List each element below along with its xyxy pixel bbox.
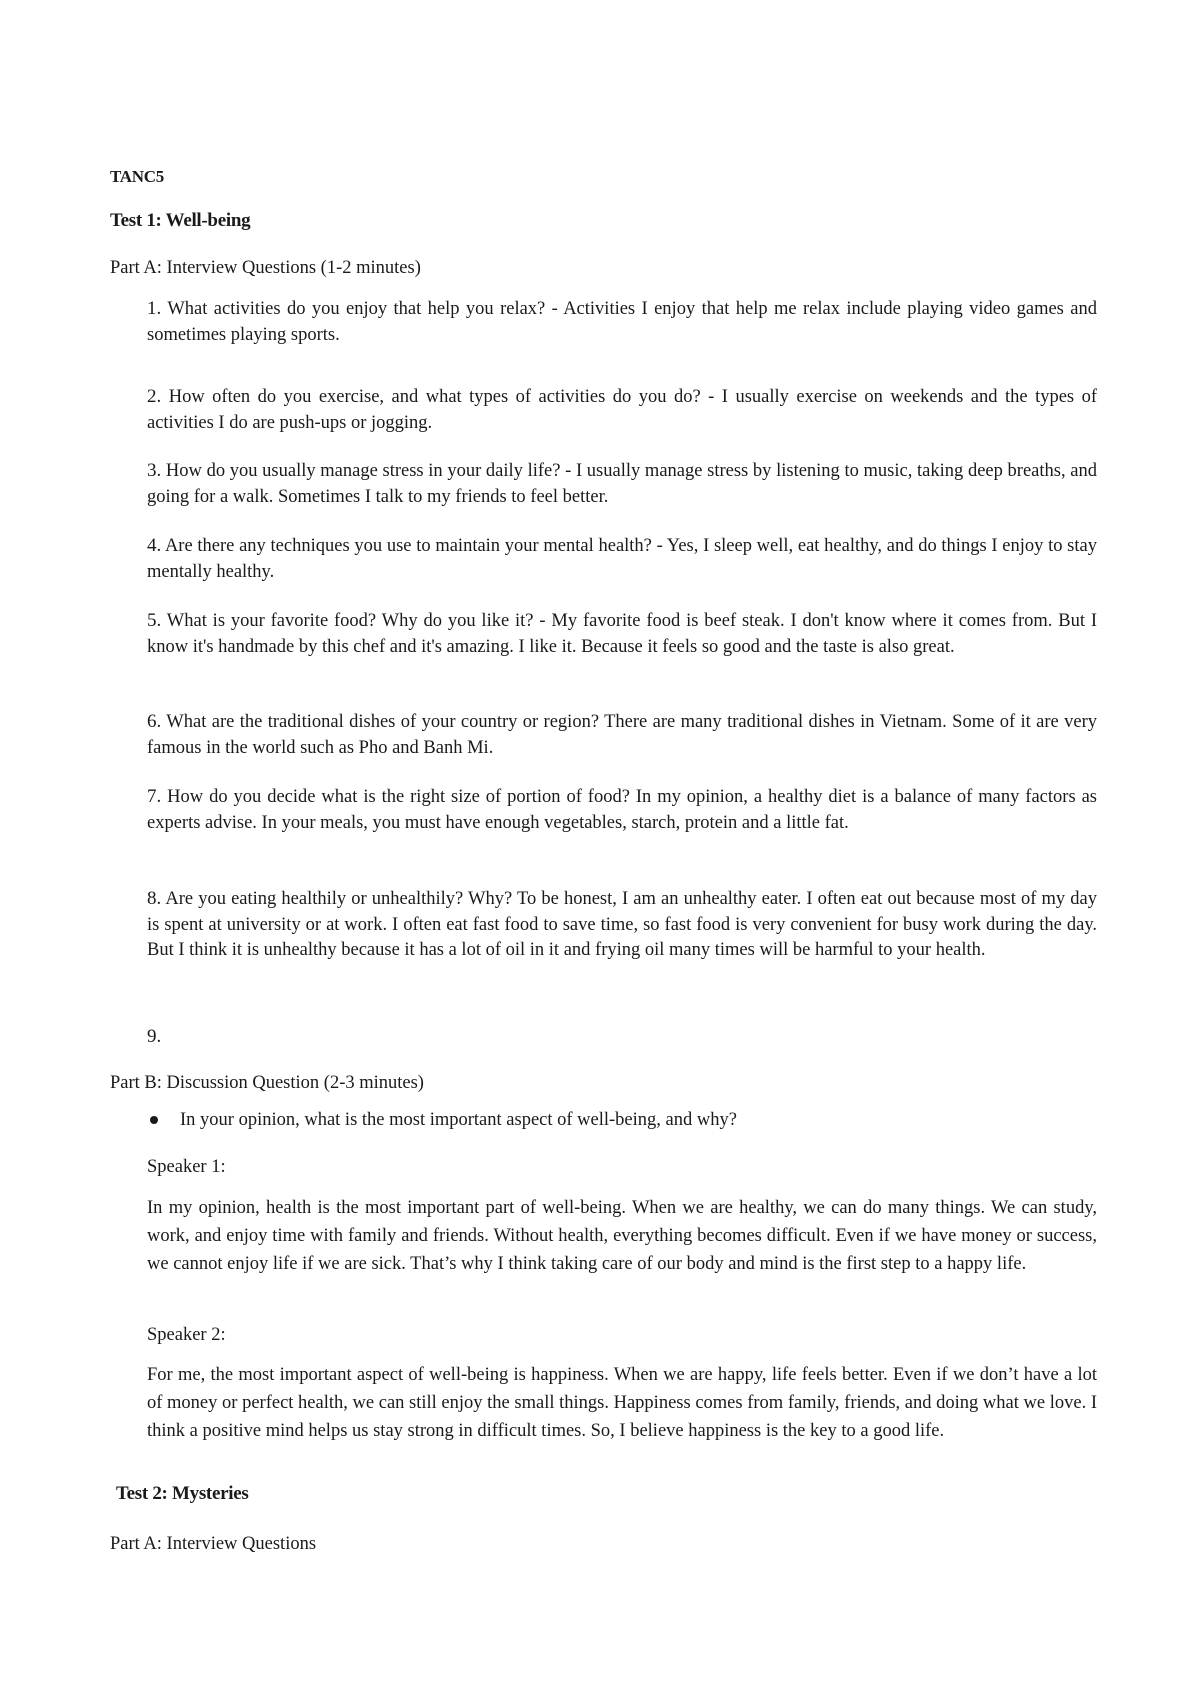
speaker-2-label: Speaker 2: xyxy=(147,1325,226,1345)
question-answer-1 xyxy=(147,296,1097,348)
question-text: Are there any techniques you use to maintain your mental health? - Yes, I sleep well, eat healthy, and do things I enjoy to stay mentally healthy. xyxy=(147,536,1097,582)
question-text: How do you usually manage stress in your daily life? - I usually manage stress by listening to music, taking deep breaths, and going for a walk. Sometimes I talk to my friends to feel better. xyxy=(147,461,1097,507)
question-answer-3 xyxy=(147,458,1097,510)
question-number: 7. xyxy=(147,786,162,807)
question-text: What activities do you enjoy that help you relax? - Activities I enjoy that help me relax include playing video games and sometimes playing sports. xyxy=(147,299,1097,345)
question-text: How do you decide what is the right size of portion of food? In my opinion, a healthy diet is a balance of many factors as experts advise. In your meals, you must have enough vegetables, starch, protein and a little fat. xyxy=(147,787,1097,833)
test-1-part-a-heading: Part A: Interview Questions (1-2 minutes) xyxy=(110,258,421,278)
question-number: 3. xyxy=(147,460,162,481)
speaker-2-response: For me, the most important aspect of well-being is happiness. When we are happy, life feels better. Even if we don’t have a lot of money or perfect health, we can still enjoy the small things. Happiness comes from family, friends, and doing what we love. I think a positive mind helps us stay strong in difficult times. So, I believe happiness is the key to a good life. xyxy=(147,1365,1097,1441)
question-answer-7 xyxy=(147,784,1097,836)
question-text: What is your favorite food? Why do you like it? - My favorite food is beef steak. I don't know where it comes from. But I know it's handmade by this chef and it's amazing. I like it. Because it feels so good and the taste is also great. xyxy=(147,611,1097,657)
question-number: 8. xyxy=(147,888,162,909)
question-answer-4 xyxy=(147,533,1097,585)
document-title: TANC5 xyxy=(110,167,164,186)
question-number: 5. xyxy=(147,610,162,631)
question-answer-8 xyxy=(147,886,1097,964)
question-answer-6 xyxy=(147,709,1097,761)
test-2-part-a-heading: Part A: Interview Questions xyxy=(110,1534,317,1554)
question-number: 1. xyxy=(147,298,162,319)
test-2-heading: Test 2: Mysteries xyxy=(116,1483,249,1504)
speaker-1-label: Speaker 1: xyxy=(147,1157,226,1177)
discussion-question-item xyxy=(150,1110,737,1131)
question-number: 6. xyxy=(147,711,162,732)
question-answer-2 xyxy=(147,384,1097,436)
test-1-part-b-heading: Part B: Discussion Question (2-3 minutes) xyxy=(110,1073,424,1093)
question-text: How often do you exercise, and what types of activities do you do? - I usually exercise on weekends and the types of activities I do are push-ups or jogging. xyxy=(147,387,1097,433)
question-answer-9 xyxy=(147,1024,1097,1051)
question-text: What are the traditional dishes of your country or region? There are many traditional dishes in Vietnam. Some of it are very famous in the world such as Pho and Banh Mi. xyxy=(147,712,1097,758)
question-number: 9. xyxy=(147,1026,162,1047)
discussion-question-text: In your opinion, what is the most important aspect of well-being, and why? xyxy=(180,1110,737,1130)
test-1-heading: Test 1: Well-being xyxy=(110,210,251,231)
bullet-icon xyxy=(150,1116,158,1124)
speaker-1-response: In my opinion, health is the most important part of well-being. When we are healthy, we can do many things. We can study, work, and enjoy time with family and friends. Without health, everything becomes difficult. Even if we have money or success, we cannot enjoy life if we are sick. That’s why I think taking care of our body and mind is the first step to a happy life. xyxy=(147,1198,1097,1274)
question-answer-5 xyxy=(147,608,1097,660)
question-number: 2. xyxy=(147,386,162,407)
question-text: Are you eating healthily or unhealthily? Why? To be honest, I am an unhealthy eater. I often eat out because most of my day is spent at university or at work. I often eat fast food to save time, so fast food is very convenient for busy work during the day. But I think it is unhealthy because it has a lot of oil in it and frying oil many times will be harmful to your health. xyxy=(147,889,1097,960)
question-number: 4. xyxy=(147,535,162,556)
